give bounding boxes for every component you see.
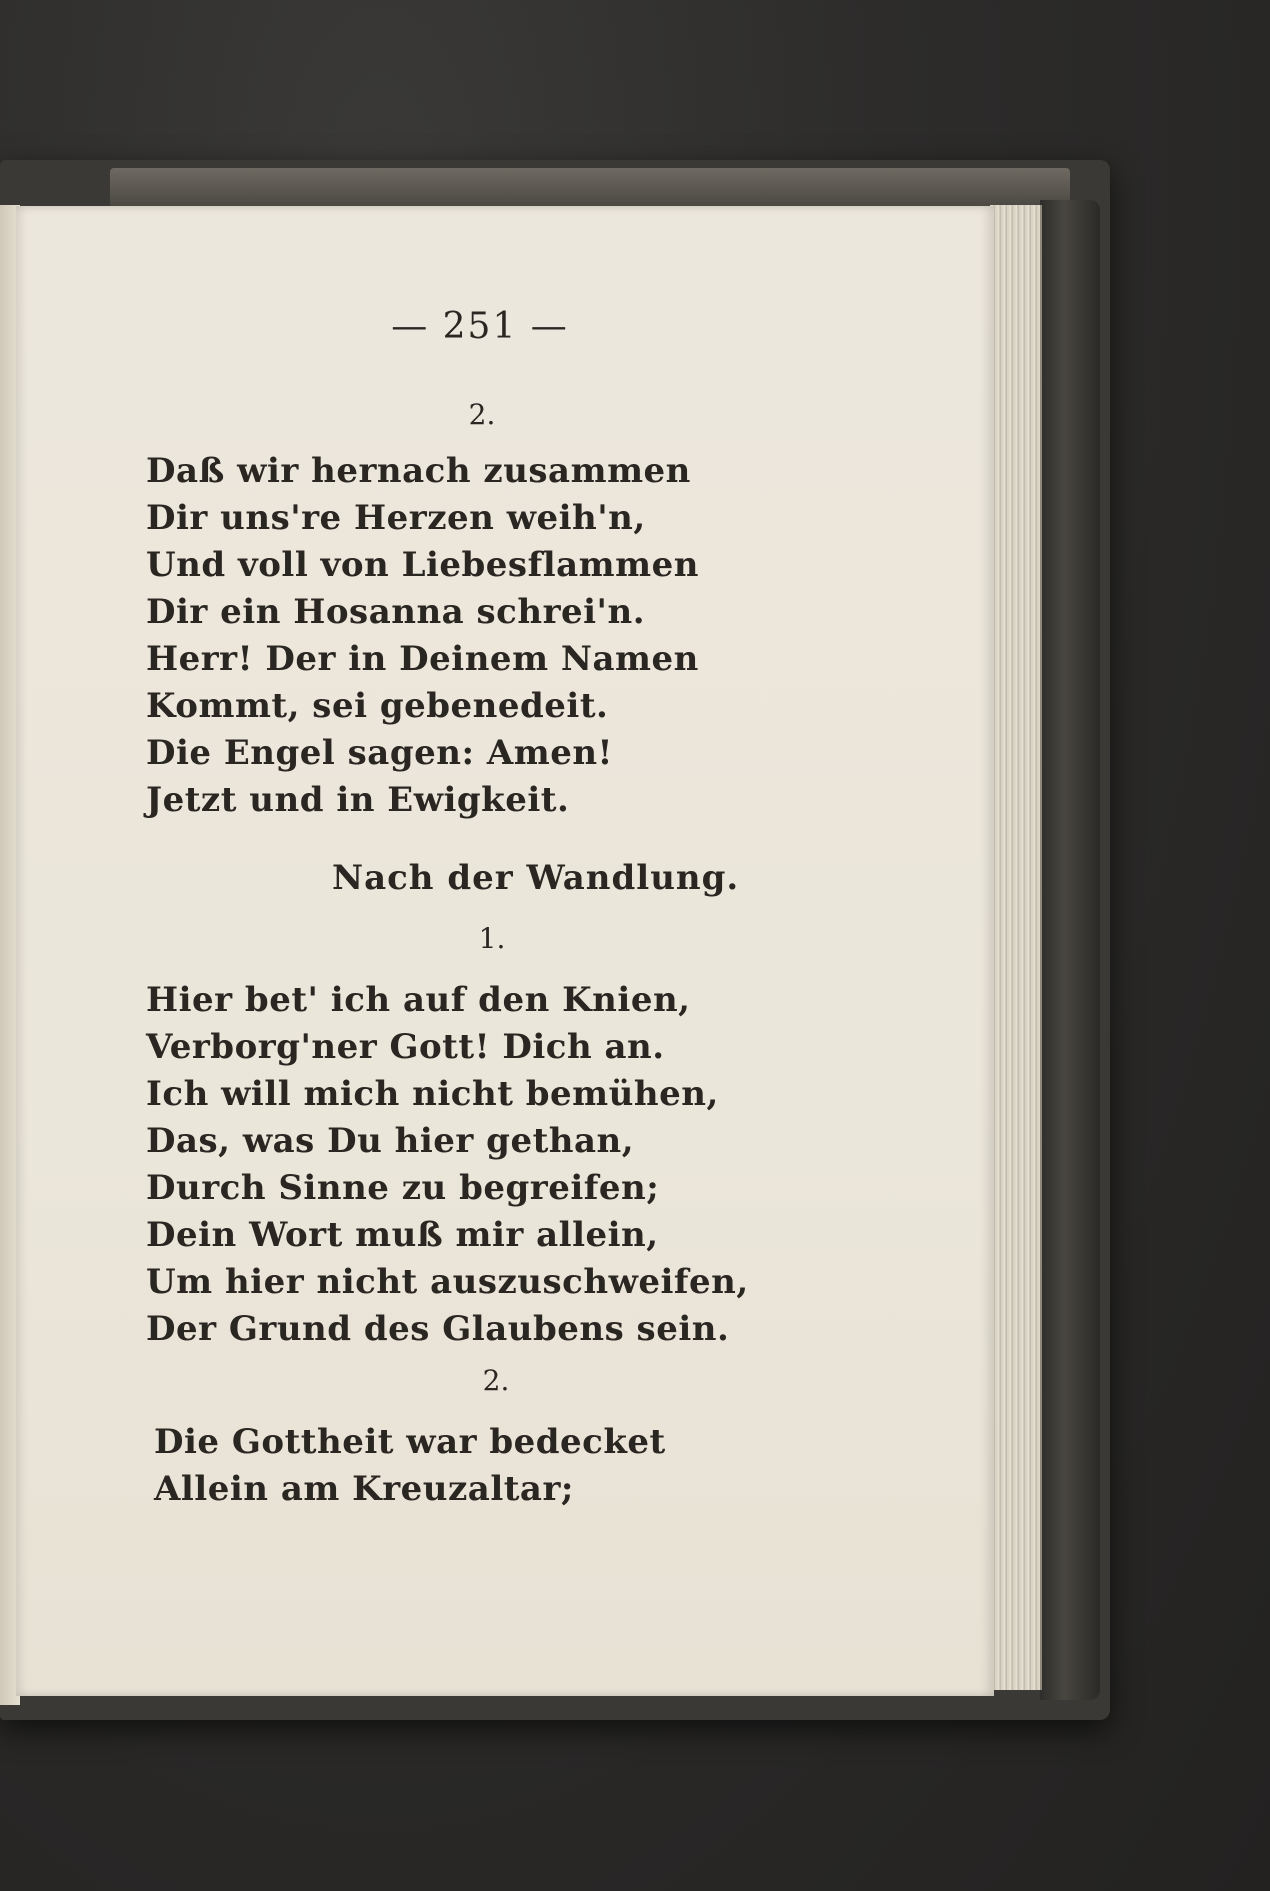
- verse-line: Um hier nicht auszuschweifen,: [146, 1262, 749, 1302]
- stanza-number: 2.: [482, 1364, 510, 1397]
- page-number: — 251 —: [391, 306, 569, 347]
- verse-line: Das, was Du hier gethan,: [146, 1121, 635, 1161]
- stanza-number: 2.: [468, 398, 496, 431]
- stanza-number: 1.: [478, 922, 506, 955]
- book-cover-top-edge: [110, 168, 1070, 208]
- verse-line: Dir uns're Herzen weih'n,: [146, 498, 646, 538]
- verse-line: Allein am Kreuzaltar;: [154, 1469, 574, 1509]
- page-edges: [990, 205, 1042, 1690]
- verse-line: Und voll von Liebesflammen: [146, 545, 699, 585]
- verse-line: Die Engel sagen: Amen!: [146, 733, 613, 773]
- section-heading: Nach der Wandlung.: [332, 858, 740, 898]
- verse-line: Dir ein Hosanna schrei'n.: [146, 592, 646, 632]
- verse-line: Kommt, sei gebenedeit.: [146, 686, 609, 726]
- verse-line: Dein Wort muß mir allein,: [146, 1215, 659, 1255]
- verse-line: Die Gottheit war bedecket: [154, 1422, 666, 1462]
- book-spine: [1040, 200, 1100, 1700]
- verse-line: Durch Sinne zu begreifen;: [146, 1168, 660, 1208]
- verse-line: Daß wir hernach zusammen: [146, 451, 691, 491]
- verse-line: Hier bet' ich auf den Knien,: [146, 980, 691, 1020]
- verse-line: Der Grund des Glaubens sein.: [146, 1309, 730, 1349]
- verse-line: Verborg'ner Gott! Dich an.: [146, 1027, 665, 1067]
- verse-line: Herr! Der in Deinem Namen: [146, 639, 699, 679]
- verse-line: Ich will mich nicht bemühen,: [146, 1074, 719, 1114]
- verse-line: Jetzt und in Ewigkeit.: [146, 780, 570, 820]
